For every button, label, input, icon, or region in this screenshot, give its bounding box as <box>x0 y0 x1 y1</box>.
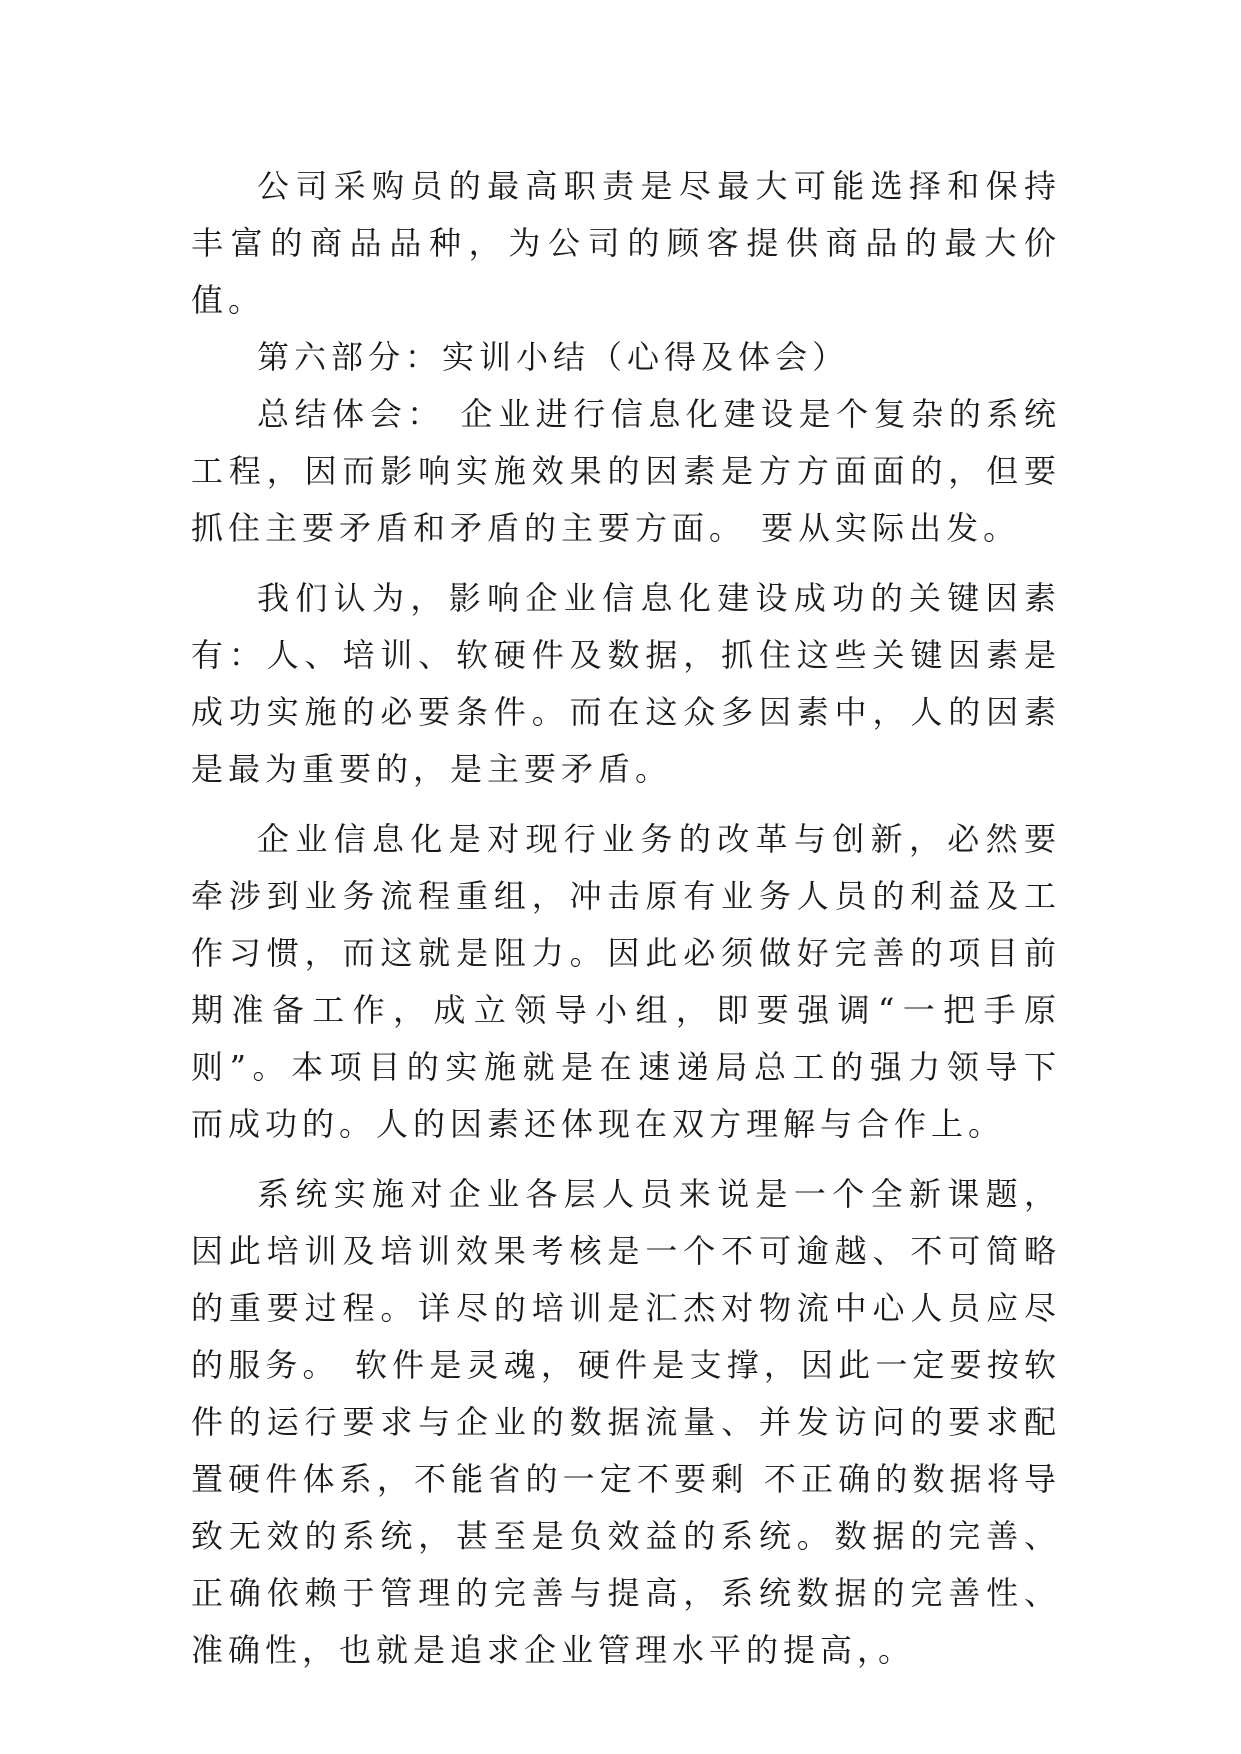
document-page <box>191 158 1061 1679</box>
paragraph-training-and-data: 系统实施对企业各层人员来说是一个全新课题，因此培训及培训效果考核是一个不可逾越、不可简略的重要过程。详尽的培训是汇杰对物流中心人员应尽的服务。 软件是灵魂，硬件是支撑，因此一定要按软件的运行要求与企业的数据流量、并发访问的要求配置硬件体系，不能省的一定不要剩 不正确的数据将导致无效的系统，甚至是负效益的系统。数据的完善、正确依赖于管理的完善与提高，系统数据的完善性、准确性，也就是追求企业管理水平的提高，。 <box>191 1175 1061 1669</box>
paragraph-buyer-duty: 公司采购员的最高职责是尽最大可能选择和保持丰富的商品品种，为公司的顾客提供商品的最大价值。 <box>191 167 1061 319</box>
paragraph-key-factors: 我们认为，影响企业信息化建设成功的关键因素有：人、培训、软硬件及数据，抓住这些关键因素是成功实施的必要条件。而在这众多因素中，人的因素是最为重要的，是主要矛盾。 <box>191 579 1061 788</box>
paragraph-informatization-reform: 企业信息化是对现行业务的改革与创新，必然要牵涉到业务流程重组，冲击原有业务人员的利益及工作习惯，而这就是阻力。因此必须做好完善的项目前期准备工作，成立领导小组，即要强调“一把手原则”。本项目的实施就是在速递局总工的强力领导下而成功的。人的因素还体现在双方理解与合作上。 <box>191 820 1061 1143</box>
paragraph-summary: 总结体会： 企业进行信息化建设是个复杂的系统工程，因而影响实施效果的因素是方方面面的，但要抓住主要矛盾和矛盾的主要方面。 要从实际出发。 <box>191 395 1061 547</box>
section-heading-part-six: 第六部分：实训小结（心得及体会） <box>257 338 850 376</box>
